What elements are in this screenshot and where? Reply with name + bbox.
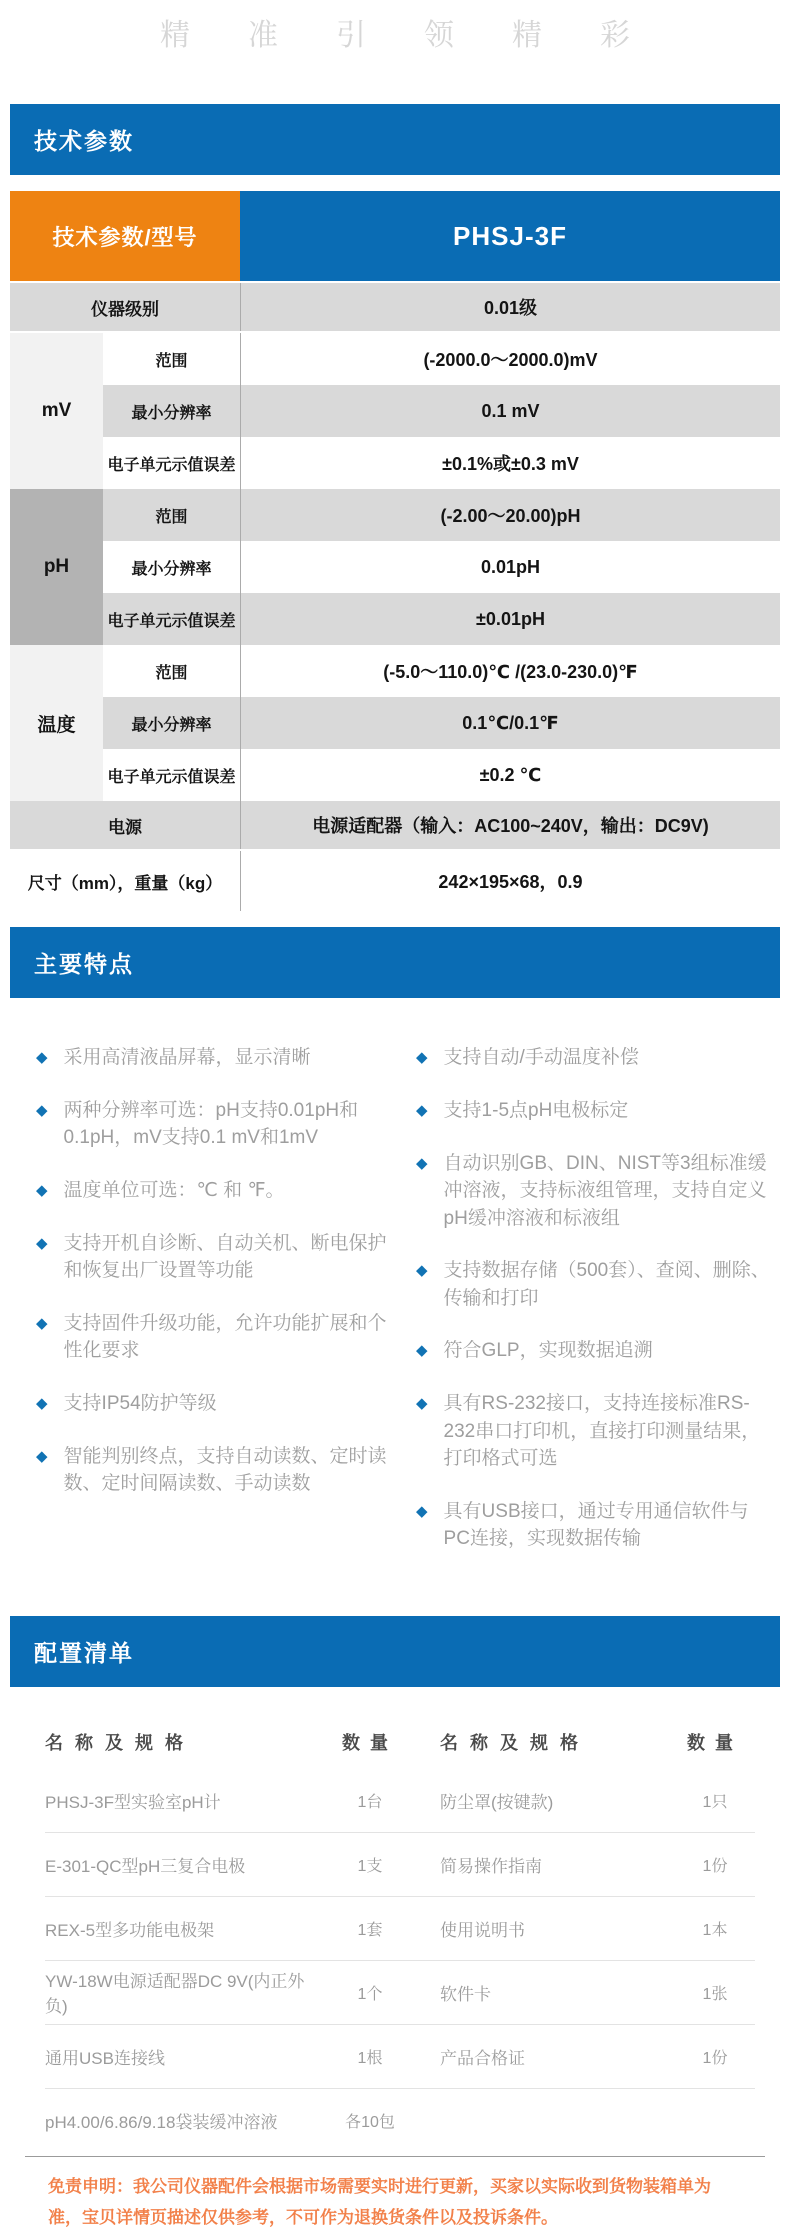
diamond-bullet-icon: ◆ — [416, 1049, 428, 1066]
spec-row-value: 242×195×68，0.9 — [240, 851, 780, 911]
features-left-column — [36, 1044, 394, 1578]
section-title-features: 主要特点 — [10, 927, 780, 998]
config-item-name: 软件卡 — [440, 1984, 491, 2004]
config-item-qty: 1份 — [702, 1857, 728, 1875]
diamond-bullet-icon: ◆ — [36, 1314, 48, 1332]
feature-text: 符合GLP，实现数据追溯 — [443, 1340, 653, 1362]
config-header-name: 名称及规格 — [45, 1732, 195, 1753]
divider-line — [25, 2156, 765, 2157]
diamond-bullet-icon: ◆ — [36, 1101, 48, 1119]
diamond-bullet-icon: ◆ — [416, 1154, 428, 1172]
spec-subrow-name: 电子单元示值误差 — [107, 456, 236, 474]
diamond-bullet-icon: ◆ — [36, 1181, 48, 1199]
config-item-qty: 1支 — [357, 1857, 383, 1875]
spec-subrow-value: ±0.1%或±0.3 mV — [240, 437, 780, 489]
spec-subrow — [103, 645, 780, 697]
feature-text: 自动识别GB、DIN、NIST等3组标准缓冲溶液，支持标液组管理，支持自定义pH缓冲溶液和标液组 — [443, 1152, 767, 1229]
feature-text: 支持开机自诊断、自动关机、断电保护和恢复出厂设置等功能 — [63, 1232, 387, 1282]
spec-subrow-value: (-2000.0～2000.0)mV — [240, 333, 780, 385]
spec-subrow-value: ±0.2 ℃ — [240, 749, 780, 801]
spec-group-label: pH — [10, 489, 103, 645]
config-row — [45, 2089, 755, 2152]
feature-text: 支持固件升级功能，允许功能扩展和个性化要求 — [63, 1312, 387, 1362]
brand-watermark: 精准引领精彩 — [160, 19, 688, 52]
diamond-bullet-icon: ◆ — [36, 1234, 48, 1252]
config-header-qty: 数量 — [342, 1732, 398, 1753]
feature-item — [36, 1390, 394, 1418]
config-item-name: 通用USB连接线 — [45, 2048, 165, 2068]
spec-subrow-name: 最小分辨率 — [131, 716, 212, 734]
spec-subrow-value: (-2.00～20.00)pH — [240, 489, 780, 541]
feature-item — [36, 1044, 394, 1072]
feature-item — [36, 1097, 394, 1152]
config-row — [45, 1961, 755, 2025]
feature-text: 具有USB接口，通过专用通信软件与PC连接，实现数据传输 — [443, 1500, 749, 1550]
config-item-qty: 1本 — [702, 1921, 728, 1939]
feature-text: 具有RS-232接口，支持连接标准RS-232串口打印机，直接打印测量结果，打印格式可选 — [443, 1392, 761, 1470]
config-item-name: YW-18W电源适配器DC 9V(内正外负) — [45, 1972, 305, 2017]
spec-table-header — [10, 191, 780, 281]
feature-item — [36, 1310, 394, 1365]
spec-subrow-name: 最小分辨率 — [131, 404, 212, 422]
spec-row-label: 电源 — [108, 817, 142, 837]
config-item-qty: 1张 — [702, 1985, 728, 2003]
config-item-name: PHSJ-3F型实验室pH计 — [45, 1792, 221, 1812]
config-table — [45, 1729, 755, 2152]
spec-row-power — [10, 801, 780, 849]
diamond-bullet-icon: ◆ — [416, 1502, 428, 1520]
diamond-bullet-icon: ◆ — [416, 1101, 428, 1119]
spec-row-value: 0.01级 — [240, 283, 780, 331]
config-item-name: 产品合格证 — [440, 2048, 525, 2068]
feature-text: 支持1-5点pH电极标定 — [443, 1099, 629, 1121]
config-item-qty: 各10包 — [345, 2113, 395, 2131]
spec-group-ph — [10, 489, 780, 645]
config-item-name: E-301-QC型pH三复合电极 — [45, 1856, 246, 1876]
disclaimer-text: 免责申明：我公司仪器配件会根据市场需要实时进行更新，买家以实际收到货物装箱单为准，宝贝详情页描述仅供参考，不可作为退换货条件以及投诉条件。 — [48, 2176, 711, 2228]
config-row — [45, 1769, 755, 1833]
spec-subrow-value: (-5.0～110.0)℃ /(23.0-230.0)℉ — [240, 645, 780, 697]
feature-item — [416, 1150, 770, 1233]
config-item-qty: 1台 — [357, 1793, 383, 1811]
spec-subrow-value: ±0.01pH — [240, 593, 780, 645]
feature-text: 两种分辨率可选：pH支持0.01pH和0.1pH，mV支持0.1 mV和1mV — [63, 1099, 359, 1149]
spec-subrow-name: 范围 — [155, 352, 188, 370]
spec-row-grade — [10, 283, 780, 331]
spec-group-label: mV — [10, 333, 103, 489]
section-title-specs: 技术参数 — [10, 104, 780, 175]
diamond-bullet-icon: ◆ — [416, 1394, 428, 1412]
spec-subrow-value: 0.1 mV — [240, 385, 780, 437]
spec-row-label: 尺寸（mm），重量（kg） — [27, 873, 223, 893]
feature-text: 采用高清液晶屏幕，显示清晰 — [63, 1047, 311, 1068]
feature-item — [36, 1230, 394, 1285]
spec-subrow — [103, 697, 780, 749]
feature-text: 温度单位可选：℃ 和 ℉。 — [63, 1179, 285, 1201]
config-item-name: 防尘罩(按键款) — [440, 1792, 554, 1812]
spec-group-mv — [10, 333, 780, 489]
spec-table — [10, 191, 780, 911]
section-title-config: 配置清单 — [10, 1616, 780, 1687]
spec-subrow — [103, 749, 780, 801]
spec-subrow-name: 范围 — [155, 508, 188, 526]
spec-subrow — [103, 437, 780, 489]
feature-text: 支持自动/手动温度补偿 — [443, 1047, 639, 1068]
diamond-bullet-icon: ◆ — [416, 1262, 428, 1280]
diamond-bullet-icon: ◆ — [416, 1342, 428, 1360]
config-row — [45, 1897, 755, 1961]
spec-subrow-name: 最小分辨率 — [131, 560, 212, 578]
config-header-name: 名称及规格 — [440, 1732, 590, 1753]
spec-row-label: 仪器级别 — [91, 299, 159, 319]
config-table-header — [45, 1729, 755, 1769]
config-row — [45, 1833, 755, 1897]
spec-header-param-col: 技术参数/型号 — [10, 191, 240, 281]
spec-subrow — [103, 333, 780, 385]
features-section — [0, 998, 790, 1578]
feature-item — [416, 1257, 770, 1312]
spec-group-temp — [10, 645, 780, 801]
feature-item — [416, 1337, 770, 1365]
diamond-bullet-icon: ◆ — [36, 1394, 48, 1412]
feature-item — [416, 1044, 770, 1072]
spec-row-size-weight — [10, 851, 780, 911]
feature-text: 支持IP54防护等级 — [63, 1392, 217, 1414]
config-item-qty: 1只 — [702, 1793, 728, 1811]
feature-text: 智能判别终点，支持自动读数、定时读数、定时间隔读数、手动读数 — [63, 1445, 387, 1495]
spec-row-value: 电源适配器（输入：AC100~240V，输出：DC9V) — [240, 801, 780, 849]
config-item-qty: 1份 — [702, 2049, 728, 2067]
spec-header-model-col: PHSJ-3F — [240, 191, 780, 281]
feature-text: 支持数据存储（500套）、查阅、删除、传输和打印 — [443, 1260, 770, 1309]
spec-subrow — [103, 489, 780, 541]
feature-item — [36, 1177, 394, 1205]
config-item-qty: 1根 — [357, 2049, 383, 2067]
spec-group-label: 温度 — [10, 645, 103, 801]
config-item-qty: 1套 — [357, 1921, 383, 1939]
feature-item — [416, 1498, 770, 1553]
diamond-bullet-icon: ◆ — [36, 1049, 48, 1066]
spec-subrow-name: 电子单元示值误差 — [107, 768, 236, 786]
spec-subrow — [103, 541, 780, 593]
config-item-name: REX-5型多功能电极架 — [45, 1920, 215, 1940]
config-item-name: pH4.00/6.86/9.18袋装缓冲溶液 — [45, 2112, 278, 2132]
feature-item — [36, 1443, 394, 1498]
diamond-bullet-icon: ◆ — [36, 1447, 48, 1465]
spec-subrow-name: 范围 — [155, 664, 188, 682]
config-row — [45, 2025, 755, 2089]
features-right-column — [394, 1044, 770, 1578]
spec-subrow-name: 电子单元示值误差 — [107, 612, 236, 630]
config-header-qty: 数量 — [687, 1732, 743, 1753]
spec-subrow-value: 0.01pH — [240, 541, 780, 593]
spec-subrow-value: 0.1℃/0.1℉ — [240, 697, 780, 749]
feature-item — [416, 1097, 770, 1125]
config-item-name: 简易操作指南 — [440, 1856, 542, 1876]
spec-subrow — [103, 385, 780, 437]
config-item-name: 使用说明书 — [440, 1920, 525, 1940]
config-item-qty: 1个 — [357, 1985, 383, 2003]
spec-subrow — [103, 593, 780, 645]
feature-item — [416, 1390, 770, 1473]
